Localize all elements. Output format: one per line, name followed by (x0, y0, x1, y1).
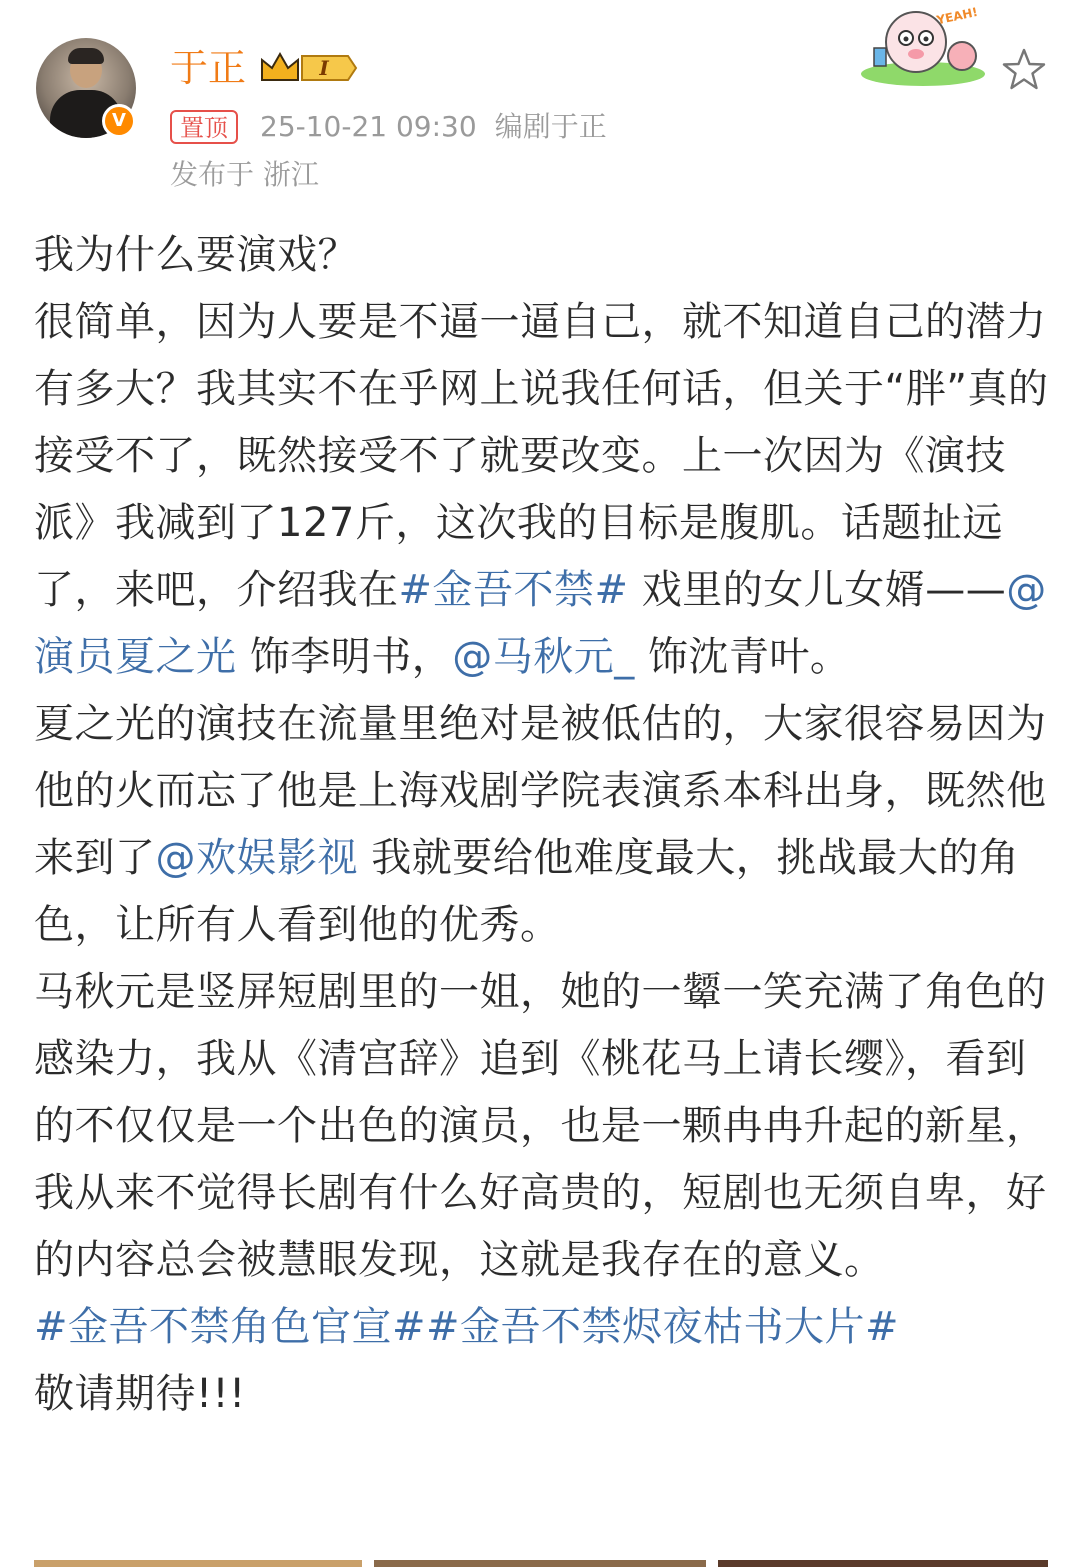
post-text: 饰沈青叶。 (634, 634, 851, 680)
avatar-hair-shape (68, 48, 104, 64)
post-location: 发布于 浙江 (170, 158, 319, 191)
post-image-thumbnail[interactable] (718, 1560, 1048, 1567)
post-text: 我就要给他难度最大，挑战最大的角色，让所有人看到他的优秀。 (34, 835, 1020, 948)
post-meta (260, 108, 607, 146)
post-image-thumbnail[interactable] (374, 1560, 706, 1567)
yeah-sticker-icon[interactable] (858, 4, 988, 86)
post-paragraph (34, 691, 1054, 959)
timestamp: 25-10-21 09:30 (260, 110, 477, 143)
mention-link[interactable]: @马秋元_ (452, 634, 635, 680)
mention-link[interactable]: @欢娱影视 (155, 835, 358, 881)
pinned-badge: 置顶 (170, 110, 238, 144)
post-paragraph (34, 959, 1054, 1294)
post-text: 夏之光的演技在流量里绝对是被低估的，大家很容易因为他的火而忘了他是上海戏剧学院表演系本科出身，既然他来到了 (34, 701, 1047, 881)
post-text: 很简单，因为人要是不逼一逼自己，就不知道自己的潜力有多大？我其实不在乎网上说我任何话，但关于“胖”真的接受不了，既然接受不了就要改变。上一次因为《演技派》我减到了127斤，这次我的目标是腹肌。话题扯远了，来吧，介绍我在 (34, 299, 1049, 613)
post-text: 马秋元是竖屏短剧里的一姐，她的一颦一笑充满了角色的感染力，我从《清宫辞》追到《桃花马上请长缨》，看到的不仅仅是一个出色的演员，也是一颗冉冉升起的新星，我从来不觉得长剧有什么好高贵的，短剧也无须自卑，好的内容总会被慧眼发现，这就是我存在的意义。 (34, 969, 1047, 1283)
level-badge-text: I (319, 56, 329, 80)
post-source[interactable]: 编剧于正 (494, 110, 607, 143)
post-body (34, 222, 1054, 1428)
hashtag-link[interactable]: #金吾不禁# (398, 567, 629, 613)
post-text: 饰李明书， (236, 634, 453, 680)
post-text: 敬请期待!!! (34, 1371, 246, 1417)
post-paragraph (34, 1294, 1054, 1361)
username[interactable]: 于正 (170, 46, 247, 90)
hashtag-link[interactable]: #金吾不禁烬夜枯书大片# (426, 1304, 900, 1350)
post-image-thumbnail[interactable] (34, 1560, 362, 1567)
post-header (0, 0, 1080, 210)
post-paragraph (34, 222, 1054, 289)
verified-badge-icon: V (102, 104, 136, 138)
mention-link[interactable]: @演员夏之光 (34, 567, 1047, 680)
post-text: 我为什么要演戏？ (34, 232, 358, 278)
hashtag-link[interactable]: #金吾不禁角色官宣# (34, 1304, 427, 1350)
post-text: 戏里的女儿女婿—— (628, 567, 1007, 613)
star-icon[interactable] (1000, 46, 1048, 94)
sticker-text: YEAH! (935, 4, 980, 28)
post-paragraph (34, 1361, 1054, 1428)
post-paragraph (34, 289, 1054, 691)
crown-icon[interactable] (258, 50, 358, 86)
